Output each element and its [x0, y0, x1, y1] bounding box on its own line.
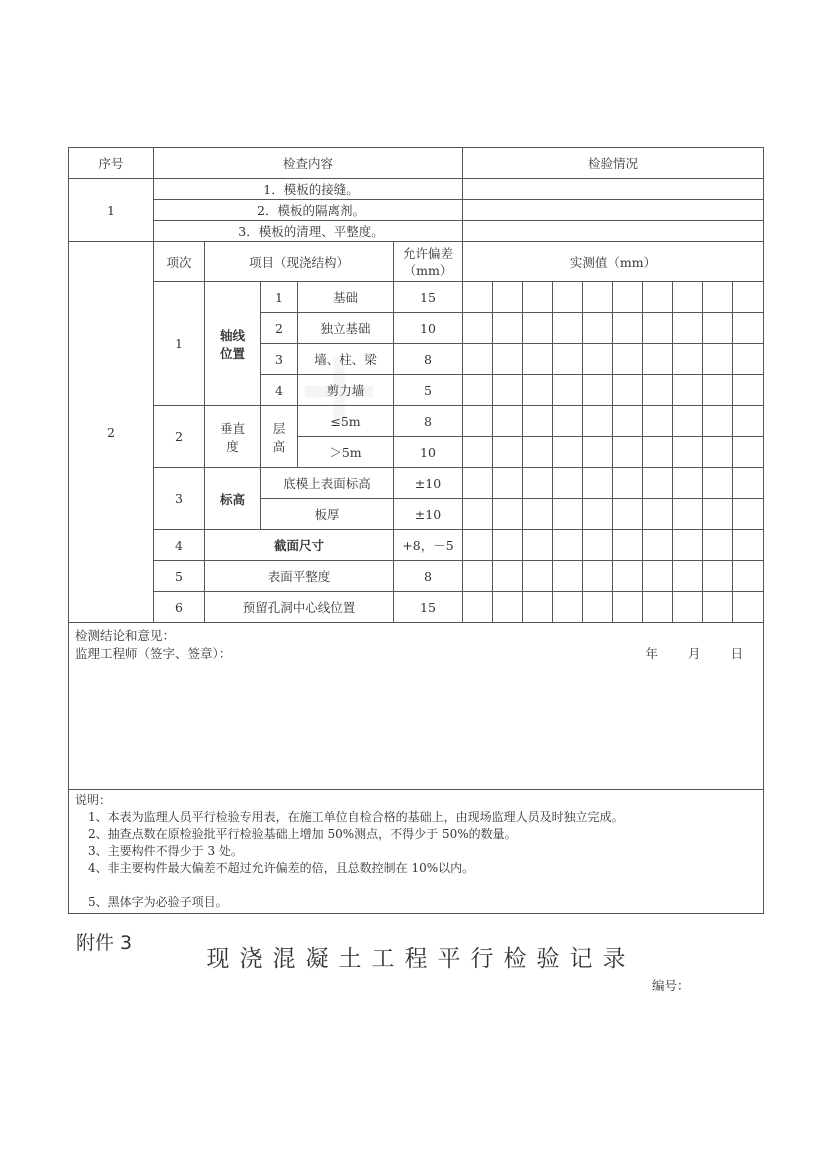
- measured-value-cell[interactable]: [553, 561, 583, 592]
- header-result: 检验情况: [463, 148, 764, 179]
- row-tolerance: 10: [394, 313, 463, 344]
- measured-value-cell[interactable]: [463, 313, 493, 344]
- note-item: 5、黑体字为必验子项目。: [88, 895, 228, 909]
- result-cell[interactable]: [463, 221, 764, 242]
- row-index: 5: [154, 561, 205, 592]
- row-name: 表面平整度: [205, 561, 394, 592]
- subheader-measured: 实测值（mm）: [463, 242, 764, 282]
- measured-value-cell[interactable]: [643, 437, 673, 468]
- row-tolerance: ±10: [394, 468, 463, 499]
- measured-value-cell[interactable]: [613, 499, 643, 530]
- measured-value-cell[interactable]: [523, 437, 553, 468]
- day-label: 日: [730, 646, 744, 661]
- measured-value-cell[interactable]: [553, 437, 583, 468]
- row-tolerance: 8: [394, 344, 463, 375]
- measured-value-cell[interactable]: [583, 468, 613, 499]
- measured-value-cell[interactable]: [523, 344, 553, 375]
- row-no: 1: [261, 282, 298, 313]
- measured-value-cell[interactable]: [553, 282, 583, 313]
- row-tolerance: +8，－5: [394, 530, 463, 561]
- row-tolerance: 8: [394, 561, 463, 592]
- row-tolerance: 8: [394, 406, 463, 437]
- group1-name: 轴线位置: [205, 282, 261, 406]
- measured-value-cell[interactable]: [553, 313, 583, 344]
- measured-value-cell[interactable]: [643, 375, 673, 406]
- header-seq: 序号: [69, 148, 154, 179]
- measured-value-cell[interactable]: [523, 530, 553, 561]
- measured-value-cell[interactable]: [613, 437, 643, 468]
- group1-index: 1: [154, 282, 205, 406]
- measured-value-cell[interactable]: [703, 282, 733, 313]
- month-label: 月: [688, 646, 701, 661]
- measured-value-cell[interactable]: [613, 592, 643, 623]
- measured-value-cell[interactable]: [523, 592, 553, 623]
- result-cell[interactable]: [463, 179, 764, 200]
- row-name: 底模上表面标高: [261, 468, 394, 499]
- notes-area: [69, 790, 764, 914]
- measured-value-cell[interactable]: [583, 592, 613, 623]
- measured-value-cell[interactable]: [613, 375, 643, 406]
- measured-value-cell[interactable]: [643, 344, 673, 375]
- measured-value-cell[interactable]: [463, 561, 493, 592]
- measured-value-cell[interactable]: [613, 468, 643, 499]
- measured-value-cell[interactable]: [493, 406, 523, 437]
- measured-value-cell[interactable]: [583, 375, 613, 406]
- measured-value-cell[interactable]: [703, 437, 733, 468]
- row-no: 4: [261, 375, 298, 406]
- measured-value-cell[interactable]: [493, 499, 523, 530]
- group2-index: 2: [154, 406, 205, 468]
- measured-value-cell[interactable]: [733, 499, 764, 530]
- measured-value-cell[interactable]: [583, 561, 613, 592]
- measured-value-cell[interactable]: [553, 406, 583, 437]
- measured-value-cell[interactable]: [583, 406, 613, 437]
- group3-name: 标高: [205, 468, 261, 530]
- measured-value-cell[interactable]: [613, 530, 643, 561]
- measured-value-cell[interactable]: [613, 344, 643, 375]
- measured-value-cell[interactable]: [733, 561, 764, 592]
- measured-value-cell[interactable]: [493, 561, 523, 592]
- measured-value-cell[interactable]: [673, 344, 703, 375]
- measured-value-cell[interactable]: [613, 406, 643, 437]
- row-name: ＞5m: [298, 437, 394, 468]
- measured-value-cell[interactable]: [643, 313, 673, 344]
- measured-value-cell[interactable]: [643, 499, 673, 530]
- measured-value-cell[interactable]: [733, 406, 764, 437]
- measured-value-cell[interactable]: [703, 530, 733, 561]
- measured-value-cell[interactable]: [523, 499, 553, 530]
- measured-value-cell[interactable]: [463, 282, 493, 313]
- group2-name: 垂直度: [205, 406, 261, 468]
- engineer-label: 监理工程师（签字、签章）：: [75, 646, 232, 661]
- measured-value-cell[interactable]: [643, 406, 673, 437]
- row-name: 墙、柱、梁: [298, 344, 394, 375]
- measured-value-cell[interactable]: [703, 561, 733, 592]
- row-name: 截面尺寸: [205, 530, 394, 561]
- note-item: 4、非主要构件最大偏差不超过允许偏差的倍，且总数控制在 10%以内。: [88, 861, 475, 875]
- measured-value-cell[interactable]: [733, 437, 764, 468]
- measured-value-cell[interactable]: [733, 468, 764, 499]
- measured-value-cell[interactable]: [493, 375, 523, 406]
- row-index: 6: [154, 592, 205, 623]
- measured-value-cell[interactable]: [733, 313, 764, 344]
- subheader-tolerance: 允许偏差（mm）: [394, 242, 463, 282]
- row-tolerance: 15: [394, 592, 463, 623]
- measured-value-cell[interactable]: [463, 406, 493, 437]
- subheader-item: 项目（现浇结构）: [205, 242, 394, 282]
- row-tolerance: 5: [394, 375, 463, 406]
- engineer-line: [75, 645, 757, 663]
- measured-value-cell[interactable]: [673, 468, 703, 499]
- measured-value-cell[interactable]: [493, 468, 523, 499]
- subheader-index: 项次: [154, 242, 205, 282]
- measured-value-cell[interactable]: [673, 437, 703, 468]
- row-name: 剪力墙: [298, 375, 394, 406]
- measured-value-cell[interactable]: [673, 499, 703, 530]
- measured-value-cell[interactable]: [463, 468, 493, 499]
- serial-number-label: 编号：: [652, 978, 690, 993]
- measured-value-cell[interactable]: [703, 592, 733, 623]
- group3-index: 3: [154, 468, 205, 530]
- measured-value-cell[interactable]: [703, 344, 733, 375]
- measured-value-cell[interactable]: [673, 282, 703, 313]
- measured-value-cell[interactable]: [673, 406, 703, 437]
- note-item: 3、主要构件不得少于 3 处。: [88, 844, 243, 858]
- measured-value-cell[interactable]: [553, 344, 583, 375]
- row-name: 基础: [298, 282, 394, 313]
- measured-value-cell[interactable]: [733, 344, 764, 375]
- check-item: 1．模板的接缝。: [154, 179, 463, 200]
- result-cell[interactable]: [463, 200, 764, 221]
- measured-value-cell[interactable]: [523, 313, 553, 344]
- notes-label: 说明：: [75, 793, 112, 807]
- group2-sub: 层高: [261, 406, 298, 468]
- measured-value-cell[interactable]: [463, 344, 493, 375]
- measured-value-cell[interactable]: [523, 468, 553, 499]
- measured-value-cell[interactable]: [493, 592, 523, 623]
- measured-value-cell[interactable]: [643, 282, 673, 313]
- year-label: 年: [645, 646, 659, 661]
- measured-value-cell[interactable]: [583, 499, 613, 530]
- row-name: 板厚: [261, 499, 394, 530]
- measured-value-cell[interactable]: [523, 282, 553, 313]
- measured-value-cell[interactable]: [673, 530, 703, 561]
- measured-value-cell[interactable]: [553, 468, 583, 499]
- measured-value-cell[interactable]: [553, 592, 583, 623]
- measured-value-cell[interactable]: [703, 313, 733, 344]
- remarks-area[interactable]: [69, 623, 764, 790]
- measured-value-cell[interactable]: [493, 344, 523, 375]
- note-item: 2、抽查点数在原检验批平行检验基础上增加 50%测点，不得少于 50%的数量。: [88, 827, 517, 841]
- measured-value-cell[interactable]: [523, 375, 553, 406]
- row-name: 预留孔洞中心线位置: [205, 592, 394, 623]
- measured-value-cell[interactable]: [583, 437, 613, 468]
- row-name: 独立基础: [298, 313, 394, 344]
- measured-value-cell[interactable]: [733, 530, 764, 561]
- measured-value-cell[interactable]: [643, 468, 673, 499]
- measured-value-cell[interactable]: [463, 530, 493, 561]
- measured-value-cell[interactable]: [643, 530, 673, 561]
- measured-value-cell[interactable]: [673, 313, 703, 344]
- row-index: 4: [154, 530, 205, 561]
- measured-value-cell[interactable]: [733, 592, 764, 623]
- check-item: 3．模板的清理、平整度。: [154, 221, 463, 242]
- row-name: ≤5m: [298, 406, 394, 437]
- measured-value-cell[interactable]: [523, 561, 553, 592]
- section2-seq: 2: [69, 242, 154, 623]
- date-fields: [616, 645, 744, 663]
- inspection-table: [68, 147, 764, 914]
- row-tolerance: 15: [394, 282, 463, 313]
- attachment-label: 附件 3: [76, 932, 133, 954]
- measured-value-cell[interactable]: [583, 282, 613, 313]
- check-item: 2．模板的隔离剂。: [154, 200, 463, 221]
- measured-value-cell[interactable]: [463, 592, 493, 623]
- measured-value-cell[interactable]: [673, 592, 703, 623]
- measured-value-cell[interactable]: [703, 499, 733, 530]
- measured-value-cell[interactable]: [703, 375, 733, 406]
- measured-value-cell[interactable]: [673, 561, 703, 592]
- row-no: 2: [261, 313, 298, 344]
- measured-value-cell[interactable]: [523, 406, 553, 437]
- measured-value-cell[interactable]: [703, 468, 733, 499]
- row-no: 3: [261, 344, 298, 375]
- measured-value-cell[interactable]: [673, 375, 703, 406]
- remarks-label: 检测结论和意见：: [75, 628, 176, 643]
- row-tolerance: ±10: [394, 499, 463, 530]
- measured-value-cell[interactable]: [493, 282, 523, 313]
- measured-value-cell[interactable]: [463, 375, 493, 406]
- row-tolerance: 10: [394, 437, 463, 468]
- measured-value-cell[interactable]: [493, 437, 523, 468]
- measured-value-cell[interactable]: [613, 561, 643, 592]
- measured-value-cell[interactable]: [733, 282, 764, 313]
- measured-value-cell[interactable]: [463, 437, 493, 468]
- measured-value-cell[interactable]: [703, 406, 733, 437]
- measured-value-cell[interactable]: [583, 344, 613, 375]
- measured-value-cell[interactable]: [493, 530, 523, 561]
- note-item: 1、本表为监理人员平行检验专用表，在施工单位自检合格的基础上，由现场监理人员及时独立完成。: [88, 810, 624, 824]
- measured-value-cell[interactable]: [733, 375, 764, 406]
- measured-value-cell[interactable]: [583, 530, 613, 561]
- section1-seq: 1: [69, 179, 154, 242]
- measured-value-cell[interactable]: [553, 499, 583, 530]
- measured-value-cell[interactable]: [493, 313, 523, 344]
- measured-value-cell[interactable]: [613, 313, 643, 344]
- measured-value-cell[interactable]: [553, 375, 583, 406]
- document-title: 现浇混凝土工程平行检验记录: [206, 946, 636, 972]
- measured-value-cell[interactable]: [613, 282, 643, 313]
- measured-value-cell[interactable]: [583, 313, 613, 344]
- measured-value-cell[interactable]: [553, 530, 583, 561]
- measured-value-cell[interactable]: [643, 561, 673, 592]
- measured-value-cell[interactable]: [463, 499, 493, 530]
- header-content: 检查内容: [154, 148, 463, 179]
- measured-value-cell[interactable]: [643, 592, 673, 623]
